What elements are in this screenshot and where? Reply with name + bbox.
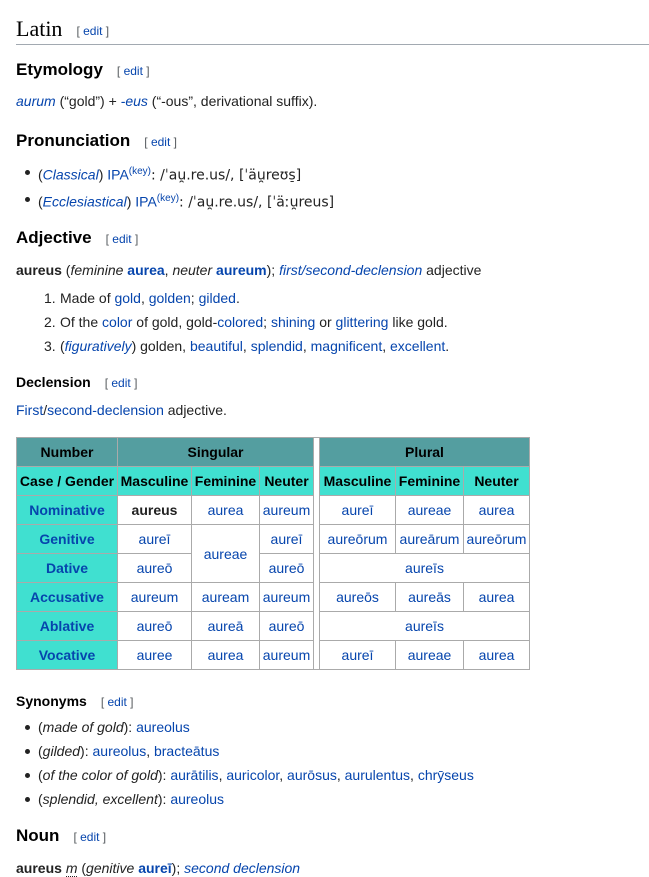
case-accusative[interactable]: Accusative bbox=[17, 583, 118, 612]
table-cell[interactable]: aurea bbox=[192, 496, 260, 525]
plain-text: like gold. bbox=[388, 314, 448, 330]
list-item bbox=[38, 715, 474, 739]
noun-edit-link[interactable]: edit bbox=[80, 829, 100, 844]
table-cell[interactable]: aureō bbox=[260, 554, 314, 583]
etymology-title: Etymology bbox=[16, 60, 103, 79]
adjective-headword-line: aureus (feminine aurea, neuter aureum); first/second-declension adjective bbox=[16, 262, 482, 278]
plain-text: , bbox=[279, 767, 288, 783]
link-aurea[interactable]: aurea bbox=[127, 262, 165, 278]
synonyms-heading: Synonyms [ edit ] bbox=[16, 693, 134, 710]
table-cell[interactable]: aureī bbox=[260, 525, 314, 554]
plain-text: ): bbox=[157, 791, 171, 807]
table-cell[interactable]: aureum bbox=[260, 641, 314, 670]
sense-item bbox=[44, 310, 449, 334]
plain-text: ( bbox=[38, 719, 43, 735]
plain-text: Made of bbox=[60, 290, 115, 306]
plain-text: or bbox=[315, 314, 336, 330]
table-cell[interactable]: aureā bbox=[192, 612, 260, 641]
table-cell[interactable]: aurea bbox=[192, 641, 260, 670]
table-cell[interactable]: aureī bbox=[320, 641, 396, 670]
table-header-plural: Plural bbox=[320, 438, 530, 467]
sense-item bbox=[44, 334, 450, 358]
declension-table bbox=[16, 437, 530, 670]
table-header-number: Number bbox=[17, 438, 118, 467]
table-header-gender: Feminine bbox=[192, 467, 260, 496]
synonyms-title: Synonyms bbox=[16, 693, 87, 709]
plain-text: ): bbox=[157, 767, 171, 783]
link-ipa[interactable]: IPA bbox=[135, 193, 157, 210]
etymology-text: aurum (“gold”) + -eus (“-ous”, derivational suffix). bbox=[16, 93, 318, 109]
table-row bbox=[17, 612, 530, 641]
entry-link[interactable]: figuratively bbox=[64, 338, 132, 354]
table-header-singular: Singular bbox=[118, 438, 314, 467]
table-cell[interactable]: aurea bbox=[464, 583, 530, 612]
table-cell[interactable]: aureae bbox=[396, 496, 464, 525]
link-second-declension[interactable]: second-declension bbox=[47, 402, 164, 418]
plain-text: , bbox=[218, 767, 227, 783]
plain-text: ( bbox=[38, 767, 43, 783]
list-item bbox=[38, 787, 474, 811]
table-cell[interactable]: aureum bbox=[118, 583, 192, 612]
adjective-heading: Adjective [ edit ] bbox=[16, 228, 139, 247]
link-declension[interactable]: first/second-declension bbox=[279, 262, 423, 278]
etymology-edit-link[interactable]: edit bbox=[123, 63, 143, 78]
table-cell[interactable]: aureō bbox=[260, 612, 314, 641]
headword: aureus bbox=[16, 860, 62, 876]
entry-link[interactable]: magnificent bbox=[310, 338, 383, 354]
synonyms-list bbox=[16, 715, 474, 811]
table-cell[interactable]: aurea bbox=[464, 496, 530, 525]
table-row bbox=[17, 583, 530, 612]
language-heading bbox=[16, 14, 649, 45]
table-cell[interactable]: aureō bbox=[118, 554, 192, 583]
plain-text: , bbox=[140, 290, 149, 306]
plain-text: ): bbox=[123, 719, 137, 735]
gloss-text: gilded bbox=[42, 743, 81, 759]
list-item: (Ecclesiastical) $IPA^{(key)}$: /ˈau̯.re.us/, [ˈäːu̯reus] bbox=[38, 187, 334, 211]
plain-text: ( bbox=[38, 791, 43, 807]
plain-text: ): bbox=[80, 743, 93, 759]
table-cell[interactable]: aureīs bbox=[320, 612, 530, 641]
table-row bbox=[17, 525, 530, 554]
link-ipa-key[interactable]: (key) bbox=[156, 193, 180, 204]
entry-link[interactable]: gilded bbox=[198, 290, 236, 306]
entry-link[interactable]: excellent bbox=[390, 338, 446, 354]
table-header-case-gender: Case / Gender bbox=[17, 467, 118, 496]
table-header-gender: Neuter bbox=[260, 467, 314, 496]
sense-list bbox=[16, 286, 449, 358]
plain-text: ; bbox=[263, 314, 271, 330]
pronunciation-heading: Pronunciation [ edit ] bbox=[16, 131, 177, 150]
plain-text: of gold, gold- bbox=[132, 314, 218, 330]
list-item: (Classical) $IPA^{(key)}$: /ˈau̯.re.us/, [ˈäu̯reʊs̠] bbox=[38, 160, 334, 184]
sense-number: 3. bbox=[44, 338, 56, 354]
plain-text: . bbox=[235, 290, 240, 306]
link-aurei[interactable]: aureī bbox=[138, 860, 172, 876]
entry-link[interactable]: chrȳseus bbox=[417, 767, 474, 783]
noun-title: Noun bbox=[16, 826, 60, 845]
adjective-edit-link[interactable]: edit bbox=[112, 231, 132, 246]
entry-link[interactable]: splendid bbox=[250, 338, 303, 354]
table-cell[interactable]: aureō bbox=[118, 612, 192, 641]
table-cell[interactable]: aureī bbox=[320, 496, 396, 525]
declension-edit-link[interactable]: edit bbox=[111, 376, 131, 391]
plain-text: , bbox=[382, 338, 390, 354]
table-cell[interactable]: aureārum bbox=[396, 525, 464, 554]
plain-text: ( bbox=[60, 338, 65, 354]
declension-heading: Declension [ edit ] bbox=[16, 374, 138, 391]
table-row bbox=[17, 641, 530, 670]
list-item bbox=[38, 763, 474, 787]
headword: aureus bbox=[16, 262, 62, 278]
link-aurum[interactable]: aurum bbox=[16, 93, 56, 109]
etymology-heading: Etymology [ edit ] bbox=[16, 60, 150, 79]
edit-link[interactable]: edit bbox=[83, 23, 103, 38]
link-second-declension[interactable]: second declension bbox=[184, 860, 301, 876]
declension-text: First/second-declension adjective. bbox=[16, 402, 227, 418]
table-cell[interactable]: auream bbox=[192, 583, 260, 612]
plain-text: ) golden, bbox=[131, 338, 190, 354]
plain-text: , bbox=[302, 338, 311, 354]
entry-link[interactable]: aurōsus bbox=[287, 767, 337, 783]
table-cell[interactable]: aureōs bbox=[320, 583, 396, 612]
entry-link[interactable]: gold bbox=[114, 290, 141, 306]
plain-text: . bbox=[445, 338, 450, 354]
entry-link[interactable]: aureolus bbox=[136, 719, 190, 735]
table-header-gender: Masculine bbox=[320, 467, 396, 496]
table-cell[interactable]: aureum bbox=[260, 583, 314, 612]
plain-text: , bbox=[146, 743, 154, 759]
entry-link[interactable]: shining bbox=[270, 314, 316, 330]
case-genitive[interactable]: Genitive bbox=[17, 525, 118, 554]
gender-abbr: m bbox=[65, 860, 78, 876]
entry-link[interactable]: bracteātus bbox=[153, 743, 220, 759]
table-cell[interactable]: aureae bbox=[192, 525, 260, 583]
ipa-transcription: : /ˈau̯.re.us/, [ˈäːu̯reus] bbox=[179, 194, 335, 211]
noun-heading: Noun [ edit ] bbox=[16, 826, 107, 845]
plain-text: , bbox=[410, 767, 418, 783]
pronunciation-list bbox=[16, 160, 334, 211]
pronunciation-title: Pronunciation bbox=[16, 131, 131, 150]
gloss-text: made of gold bbox=[42, 719, 124, 735]
link-ipa[interactable]: IPA bbox=[107, 166, 129, 183]
adjective-title: Adjective bbox=[16, 228, 92, 247]
noun-headword-line: aureus m (genitive aureī); second declension bbox=[16, 860, 301, 876]
table-cell[interactable]: aureum bbox=[260, 496, 314, 525]
link-classical[interactable]: Classical bbox=[42, 166, 99, 183]
sense-number: 2. bbox=[44, 314, 56, 330]
link-first[interactable]: First bbox=[16, 402, 44, 418]
sense-number: 1. bbox=[44, 290, 56, 306]
table-header-gender: Feminine bbox=[396, 467, 464, 496]
entry-link[interactable]: golden bbox=[148, 290, 191, 306]
table-cell[interactable]: auree bbox=[118, 641, 192, 670]
language-title: Latin bbox=[16, 16, 63, 41]
ipa-transcription: : /ˈau̯.re.us/, [ˈäu̯reʊs̠] bbox=[151, 167, 302, 184]
table-cell: aureus bbox=[118, 496, 192, 525]
plain-text: , bbox=[242, 338, 251, 354]
table-cell[interactable]: aureās bbox=[396, 583, 464, 612]
plain-text: Of the bbox=[60, 314, 103, 330]
entry-link[interactable]: aureolus bbox=[92, 743, 147, 759]
plain-text: ; bbox=[190, 290, 199, 306]
plain-text: ( bbox=[38, 743, 43, 759]
entry-link[interactable]: glittering bbox=[335, 314, 389, 330]
sense-item bbox=[44, 286, 449, 310]
table-header-gender: Masculine bbox=[118, 467, 192, 496]
case-nominative[interactable]: Nominative bbox=[17, 496, 118, 525]
table-row bbox=[17, 496, 530, 525]
declension-title: Declension bbox=[16, 374, 91, 390]
case-ablative[interactable]: Ablative bbox=[17, 612, 118, 641]
gloss-text: splendid, excellent bbox=[42, 791, 158, 807]
list-item bbox=[38, 739, 474, 763]
table-cell[interactable]: aureōrum bbox=[320, 525, 396, 554]
link-ecclesiastical[interactable]: Ecclesiastical bbox=[42, 193, 127, 210]
case-vocative[interactable]: Vocative bbox=[17, 641, 118, 670]
gloss-text: of the color of gold bbox=[42, 767, 158, 783]
synonyms-edit-link[interactable]: edit bbox=[107, 695, 127, 710]
plain-text: , bbox=[336, 767, 345, 783]
table-cell[interactable]: aureī bbox=[118, 525, 192, 554]
table-row bbox=[17, 554, 530, 583]
entry-link[interactable]: auricolor bbox=[226, 767, 280, 783]
edit-section-link: [ edit ] bbox=[76, 23, 110, 38]
link-ipa-key[interactable]: (key) bbox=[128, 166, 152, 177]
link-aureum[interactable]: aureum bbox=[216, 262, 267, 278]
entry-link[interactable]: aurātilis bbox=[170, 767, 219, 783]
case-dative[interactable]: Dative bbox=[17, 554, 118, 583]
table-cell[interactable]: aurea bbox=[464, 641, 530, 670]
pronunciation-edit-link[interactable]: edit bbox=[150, 134, 171, 149]
entry-link[interactable]: aureolus bbox=[170, 791, 225, 807]
entry-link[interactable]: color bbox=[102, 314, 133, 330]
entry-link[interactable]: aurulentus bbox=[344, 767, 411, 783]
table-header-gender: Neuter bbox=[464, 467, 530, 496]
table-cell[interactable]: aureōrum bbox=[464, 525, 530, 554]
table-cell[interactable]: aureae bbox=[396, 641, 464, 670]
table-cell[interactable]: aureīs bbox=[320, 554, 530, 583]
entry-link[interactable]: beautiful bbox=[189, 338, 243, 354]
entry-link[interactable]: colored bbox=[217, 314, 264, 330]
link-eus[interactable]: -eus bbox=[120, 93, 148, 109]
